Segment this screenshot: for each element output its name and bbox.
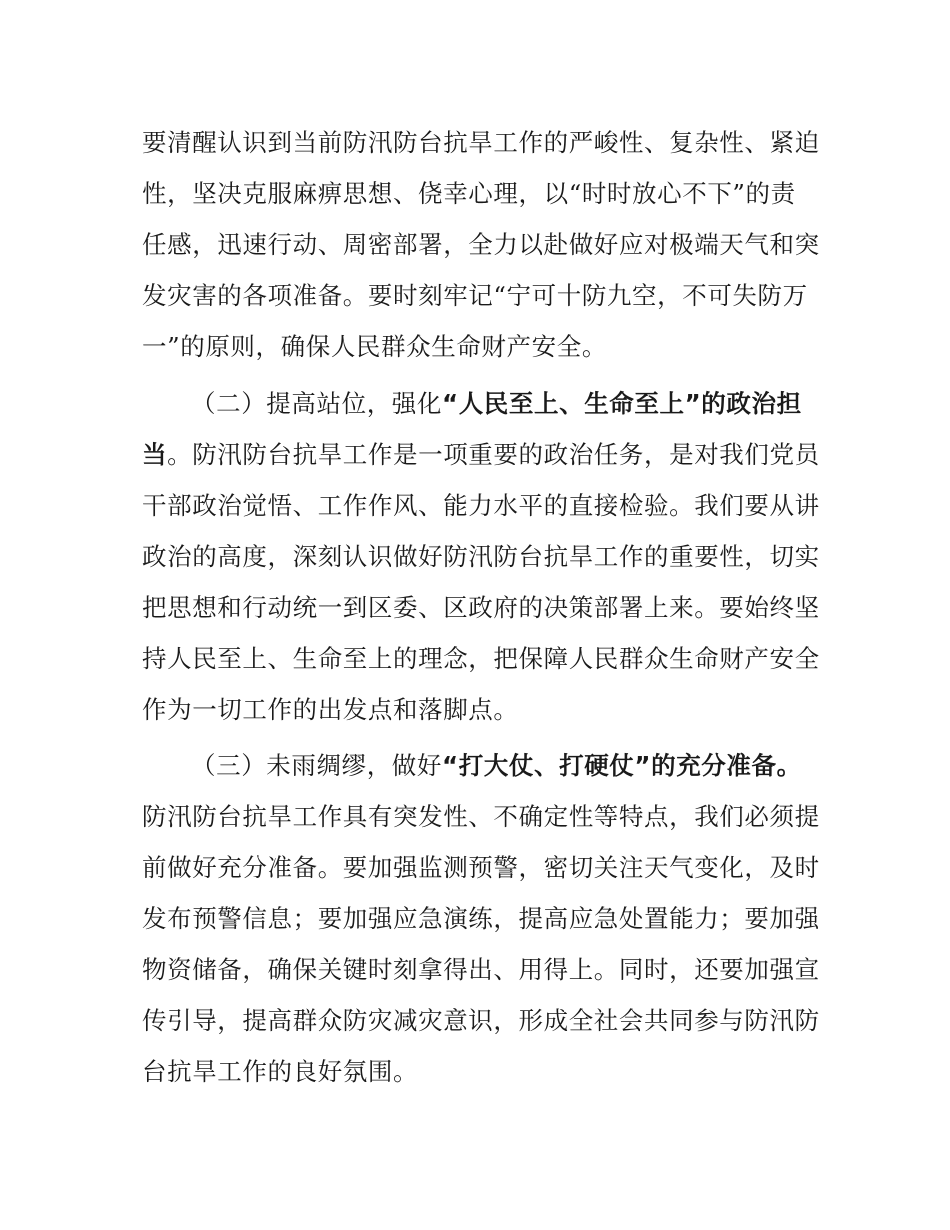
paragraph-2-line-2 xyxy=(142,436,820,474)
paragraph-2-line-3: 干部政治觉悟、工作作风、能力水平的直接检验。我们要从讲 xyxy=(142,491,820,520)
paragraph-1-line-4: 发灾害的各项准备。要时刻牢记“宁可十防九空，不可失防万 xyxy=(142,281,808,310)
paragraph-2-line-7: 作为一切工作的出发点和落脚点。 xyxy=(142,695,519,724)
paragraph-2-heading-line xyxy=(191,385,812,423)
paragraph-3-heading-lead: （三）未雨绸缪，做好 xyxy=(191,751,442,780)
paragraph-3-line-6: 传引导，提高群众防灾减灾意识，形成全社会共同参与防汛防 xyxy=(142,1006,820,1035)
paragraph-2-heading-bold-end: 当 xyxy=(142,440,168,469)
paragraph-2-line-2-rest: 。防汛防台抗旱工作是一项重要的政治任务，是对我们党员 xyxy=(167,440,820,469)
paragraph-2-line-4: 政治的高度，深刻认识做好防汛防台抗旱工作的重要性，切实 xyxy=(142,542,820,571)
paragraph-2-heading-lead: （二）提高站位，强化 xyxy=(191,389,442,418)
paragraph-3-line-3: 前做好充分准备。要加强监测预警，密切关注天气变化，及时 xyxy=(142,853,820,882)
paragraph-3-line-4: 发布预警信息；要加强应急演练，提高应急处置能力；要加强 xyxy=(142,904,820,933)
paragraph-1-line-5: 一”的原则，确保人民群众生命财产安全。 xyxy=(142,332,607,361)
paragraph-1-line-3: 任感，迅速行动、周密部署，全力以赴做好应对极端天气和突 xyxy=(142,230,820,259)
paragraph-1-line-1: 要清醒认识到当前防汛防台抗旱工作的严峻性、复杂性、紧迫 xyxy=(142,128,820,157)
paragraph-3-heading-bold: “打大仗、打硬仗”的充分准备。 xyxy=(442,751,802,780)
paragraph-2-line-5: 把思想和行动统一到区委、区政府的决策部署上来。要始终坚 xyxy=(142,593,820,622)
paragraph-3-line-2: 防汛防台抗旱工作具有突发性、不确定性等特点，我们必须提 xyxy=(142,802,820,831)
paragraph-3-heading-line xyxy=(191,747,812,785)
paragraph-2-heading-bold: “人民至上、生命至上”的政治担 xyxy=(442,389,802,418)
paragraph-3-line-5: 物资储备，确保关键时刻拿得出、用得上。同时，还要加强宣 xyxy=(142,955,820,984)
paragraph-1-line-2: 性，坚决克服麻痹思想、侥幸心理，以“时时放心不下”的责 xyxy=(142,179,796,208)
paragraph-3-line-7: 台抗旱工作的良好氛围。 xyxy=(142,1057,419,1086)
paragraph-2-line-6: 持人民至上、生命至上的理念，把保障人民群众生命财产安全 xyxy=(142,644,820,673)
